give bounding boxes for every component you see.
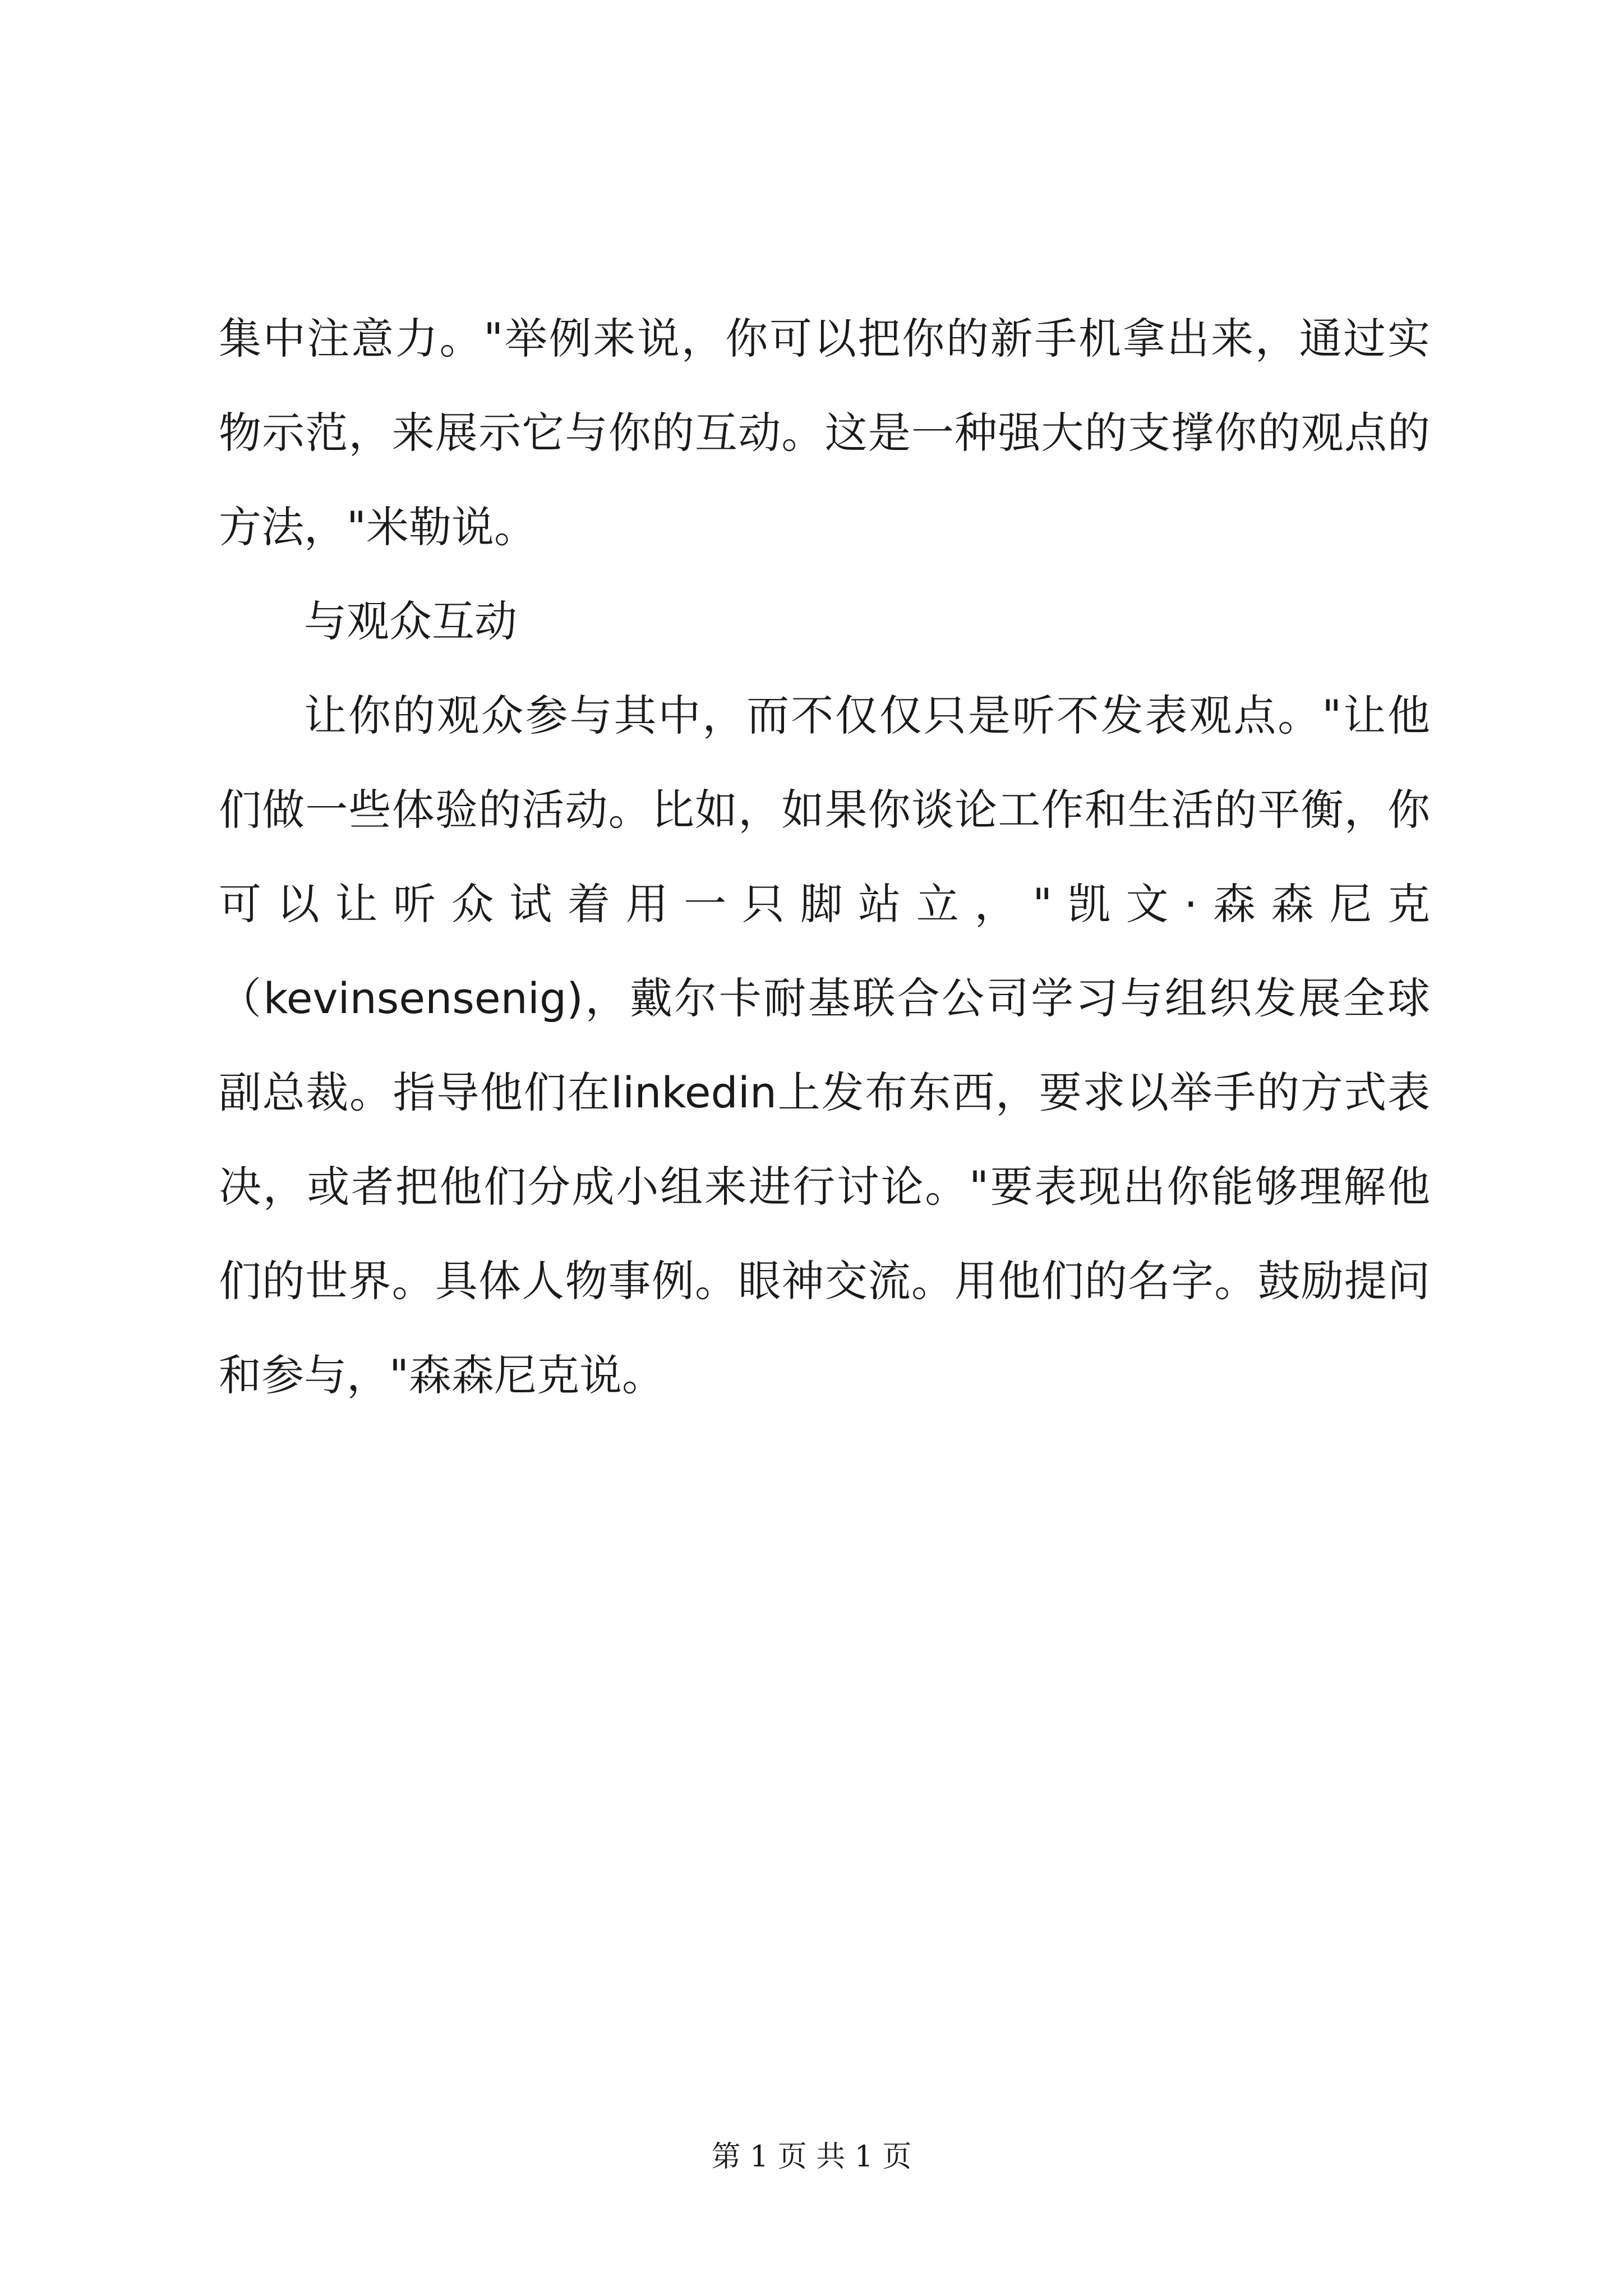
paragraph-body: 让你的观众参与其中，而不仅仅只是听不发表观点。"让他们做一些体验的活动。比如，如果你谈论工作和生活的平衡，你可以让听众试着用一只脚站立，"凯文·森森尼克（kevinsensenig)，戴尔卡耐基联合公司学习与组织发展全球副总裁。指导他们在linkedin上发布东西，要求以举手的方式表决，或者把他们分成小组来进行讨论。"要表现出你能够理解他们的世界。具体人物事例。眼神交流。用他们的名字。鼓励提问和参与，"森森尼克说。	[219, 691, 1430, 1400]
section-heading: 与观众互动	[304, 596, 517, 646]
document-body	[219, 292, 1430, 1423]
paragraph-continuation: 集中注意力。"举例来说，你可以把你的新手机拿出来，通过实物示范，来展示它与你的互动。这是一种强大的支撑你的观点的方法，"米勒说。	[219, 314, 1430, 552]
page-number-footer: 第 1 页 共 1 页	[711, 2140, 912, 2174]
